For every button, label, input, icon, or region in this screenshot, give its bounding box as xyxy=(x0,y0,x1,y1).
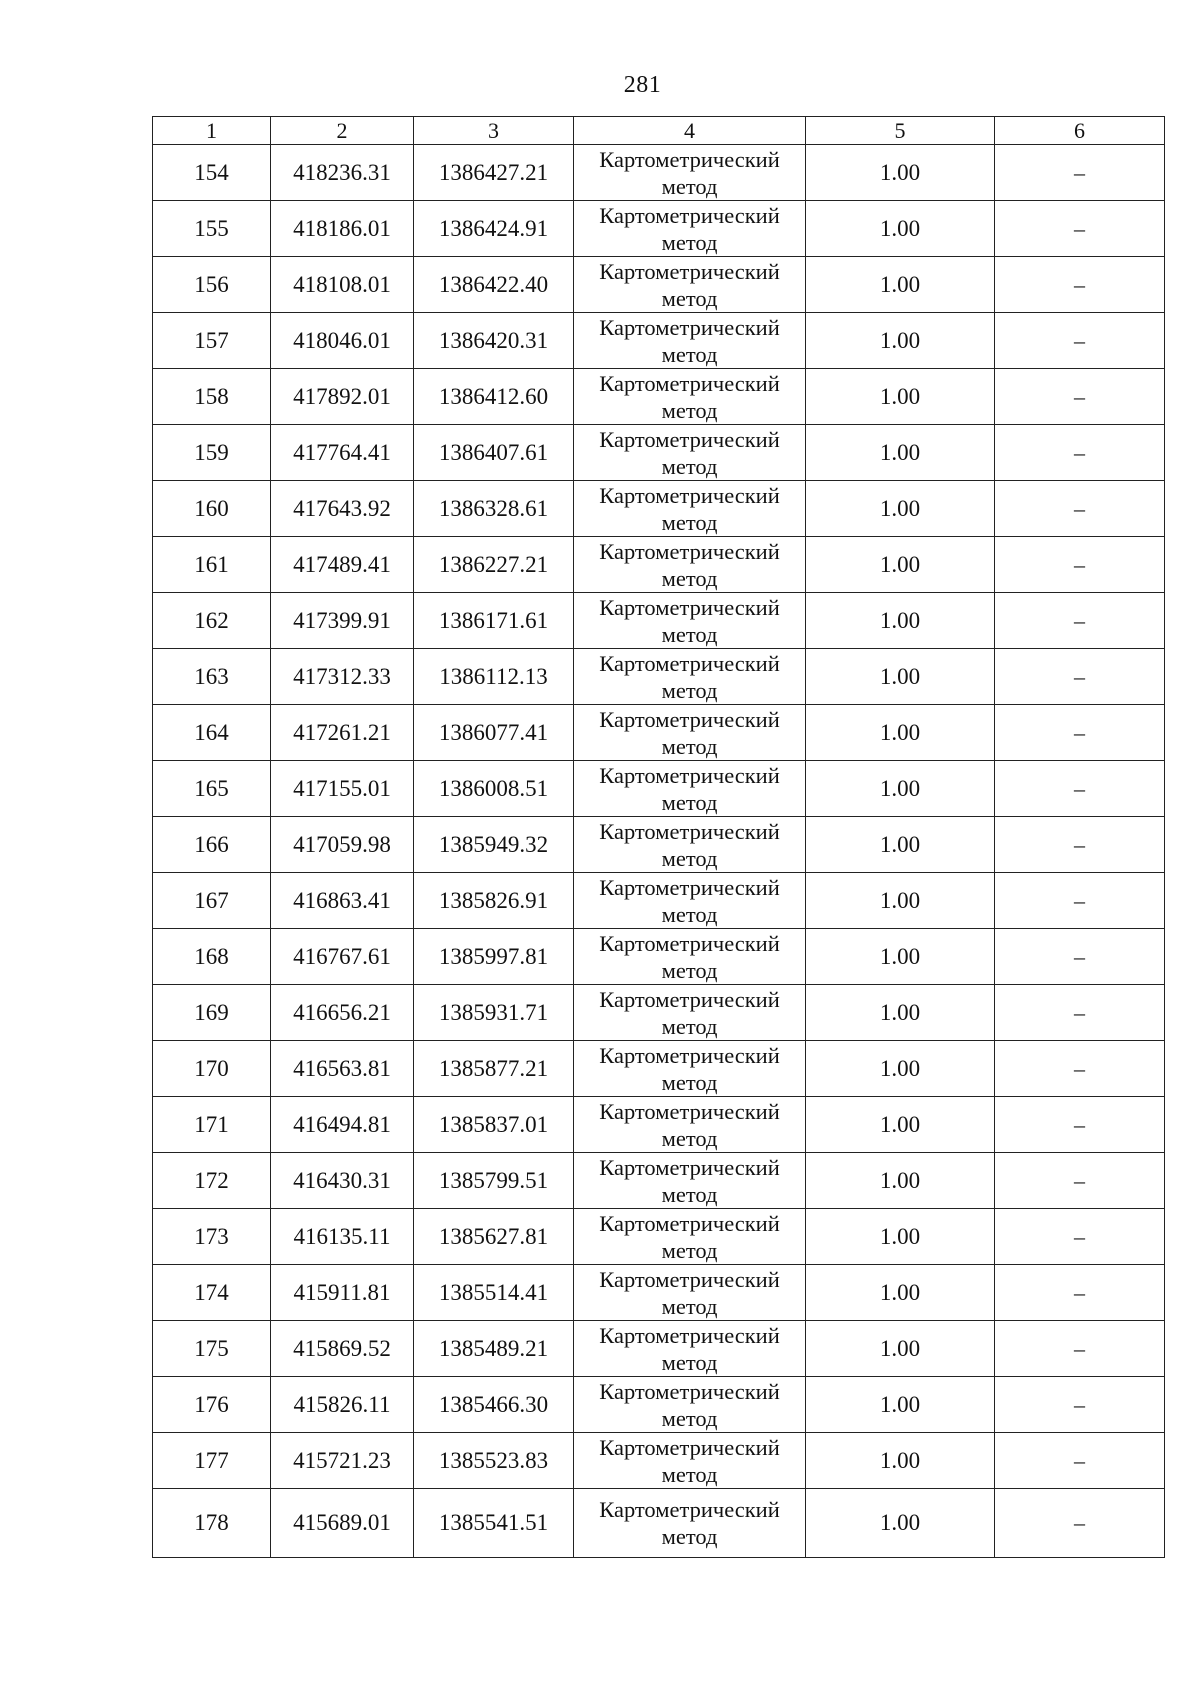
y-coordinate-cell: 1386422.40 xyxy=(414,257,574,313)
method-text-line1: Картометрический xyxy=(599,314,780,340)
point-number-cell: 154 xyxy=(153,145,271,201)
table-row xyxy=(153,1265,1165,1321)
x-coordinate-cell: 416656.21 xyxy=(271,985,414,1041)
method-cell xyxy=(574,145,806,201)
method-text-line1: Картометрический xyxy=(599,1266,780,1292)
accuracy-cell: 1.00 xyxy=(806,761,995,817)
point-number-cell: 163 xyxy=(153,649,271,705)
table-row xyxy=(153,201,1165,257)
accuracy-cell: 1.00 xyxy=(806,201,995,257)
method-cell xyxy=(574,313,806,369)
method-text-line2: метод xyxy=(661,1013,718,1039)
x-coordinate-cell: 417643.92 xyxy=(271,481,414,537)
method-text-line1: Картометрический xyxy=(599,1434,780,1460)
accuracy-cell: 1.00 xyxy=(806,1209,995,1265)
method-cell xyxy=(574,649,806,705)
x-coordinate-cell: 415721.23 xyxy=(271,1433,414,1489)
table-row xyxy=(153,873,1165,929)
method-text-line2: метод xyxy=(661,677,718,703)
point-number-cell: 177 xyxy=(153,1433,271,1489)
point-number-cell: 156 xyxy=(153,257,271,313)
accuracy-cell: 1.00 xyxy=(806,1153,995,1209)
table-row xyxy=(153,425,1165,481)
column-header: 4 xyxy=(574,117,806,145)
x-coordinate-cell: 416494.81 xyxy=(271,1097,414,1153)
note-cell: – xyxy=(995,929,1165,985)
x-coordinate-cell: 417892.01 xyxy=(271,369,414,425)
accuracy-cell: 1.00 xyxy=(806,1265,995,1321)
accuracy-cell: 1.00 xyxy=(806,817,995,873)
x-coordinate-cell: 417489.41 xyxy=(271,537,414,593)
note-cell: – xyxy=(995,985,1165,1041)
method-cell xyxy=(574,1097,806,1153)
point-number-cell: 167 xyxy=(153,873,271,929)
accuracy-cell: 1.00 xyxy=(806,145,995,201)
point-number-cell: 164 xyxy=(153,705,271,761)
method-cell xyxy=(574,1041,806,1097)
method-text-line1: Картометрический xyxy=(599,986,780,1012)
method-cell xyxy=(574,705,806,761)
x-coordinate-cell: 417312.33 xyxy=(271,649,414,705)
table-row xyxy=(153,1209,1165,1265)
note-cell: – xyxy=(995,369,1165,425)
x-coordinate-cell: 416563.81 xyxy=(271,1041,414,1097)
note-cell: – xyxy=(995,1041,1165,1097)
note-cell: – xyxy=(995,1377,1165,1433)
point-number-cell: 157 xyxy=(153,313,271,369)
column-header: 5 xyxy=(806,117,995,145)
accuracy-cell: 1.00 xyxy=(806,1377,995,1433)
table-row xyxy=(153,1321,1165,1377)
table-header-row xyxy=(153,117,1165,145)
method-text-line1: Картометрический xyxy=(599,1322,780,1348)
point-number-cell: 176 xyxy=(153,1377,271,1433)
method-text-line1: Картометрический xyxy=(599,258,780,284)
point-number-cell: 169 xyxy=(153,985,271,1041)
method-cell xyxy=(574,257,806,313)
method-cell xyxy=(574,201,806,257)
accuracy-cell: 1.00 xyxy=(806,481,995,537)
table-row xyxy=(153,1097,1165,1153)
x-coordinate-cell: 415689.01 xyxy=(271,1489,414,1558)
note-cell: – xyxy=(995,145,1165,201)
method-text-line1: Картометрический xyxy=(599,146,780,172)
point-number-cell: 159 xyxy=(153,425,271,481)
method-text-line1: Картометрический xyxy=(599,762,780,788)
method-text-line2: метод xyxy=(661,1524,718,1549)
table-row xyxy=(153,1377,1165,1433)
note-cell: – xyxy=(995,1489,1165,1558)
x-coordinate-cell: 415826.11 xyxy=(271,1377,414,1433)
column-header: 2 xyxy=(271,117,414,145)
table-row xyxy=(153,313,1165,369)
y-coordinate-cell: 1386424.91 xyxy=(414,201,574,257)
y-coordinate-cell: 1386420.31 xyxy=(414,313,574,369)
method-cell xyxy=(574,929,806,985)
y-coordinate-cell: 1385523.83 xyxy=(414,1433,574,1489)
x-coordinate-cell: 417399.91 xyxy=(271,593,414,649)
accuracy-cell: 1.00 xyxy=(806,593,995,649)
y-coordinate-cell: 1386008.51 xyxy=(414,761,574,817)
method-text-line2: метод xyxy=(661,1405,718,1431)
table-row xyxy=(153,537,1165,593)
method-text-line2: метод xyxy=(661,341,718,367)
table-row xyxy=(153,257,1165,313)
accuracy-cell: 1.00 xyxy=(806,985,995,1041)
method-text-line1: Картометрический xyxy=(599,650,780,676)
note-cell: – xyxy=(995,313,1165,369)
y-coordinate-cell: 1386407.61 xyxy=(414,425,574,481)
method-cell xyxy=(574,985,806,1041)
accuracy-cell: 1.00 xyxy=(806,425,995,481)
accuracy-cell: 1.00 xyxy=(806,1041,995,1097)
method-cell xyxy=(574,1377,806,1433)
method-text-line2: метод xyxy=(661,733,718,759)
note-cell: – xyxy=(995,593,1165,649)
method-text-line2: метод xyxy=(661,1349,718,1375)
point-number-cell: 166 xyxy=(153,817,271,873)
table-row xyxy=(153,1489,1165,1558)
method-cell xyxy=(574,1153,806,1209)
method-text-line1: Картометрический xyxy=(599,370,780,396)
note-cell: – xyxy=(995,257,1165,313)
point-number-cell: 174 xyxy=(153,1265,271,1321)
y-coordinate-cell: 1385949.32 xyxy=(414,817,574,873)
method-text-line2: метод xyxy=(661,229,718,255)
note-cell: – xyxy=(995,649,1165,705)
y-coordinate-cell: 1385541.51 xyxy=(414,1489,574,1558)
table-row xyxy=(153,705,1165,761)
table-row xyxy=(153,1153,1165,1209)
point-number-cell: 175 xyxy=(153,1321,271,1377)
y-coordinate-cell: 1386328.61 xyxy=(414,481,574,537)
method-cell xyxy=(574,1265,806,1321)
y-coordinate-cell: 1385931.71 xyxy=(414,985,574,1041)
coordinates-table xyxy=(152,116,1165,1558)
table-row xyxy=(153,761,1165,817)
table-row xyxy=(153,145,1165,201)
method-text-line1: Картометрический xyxy=(599,818,780,844)
method-text-line1: Картометрический xyxy=(599,930,780,956)
point-number-cell: 161 xyxy=(153,537,271,593)
method-text-line2: метод xyxy=(661,1461,718,1487)
accuracy-cell: 1.00 xyxy=(806,1489,995,1558)
y-coordinate-cell: 1386227.21 xyxy=(414,537,574,593)
note-cell: – xyxy=(995,425,1165,481)
table-row xyxy=(153,481,1165,537)
accuracy-cell: 1.00 xyxy=(806,1097,995,1153)
note-cell: – xyxy=(995,1097,1165,1153)
point-number-cell: 162 xyxy=(153,593,271,649)
point-number-cell: 158 xyxy=(153,369,271,425)
y-coordinate-cell: 1386112.13 xyxy=(414,649,574,705)
note-cell: – xyxy=(995,1265,1165,1321)
table-row xyxy=(153,929,1165,985)
method-text-line2: метод xyxy=(661,397,718,423)
method-text-line1: Картометрический xyxy=(599,426,780,452)
note-cell: – xyxy=(995,201,1165,257)
y-coordinate-cell: 1386077.41 xyxy=(414,705,574,761)
y-coordinate-cell: 1385489.21 xyxy=(414,1321,574,1377)
x-coordinate-cell: 415869.52 xyxy=(271,1321,414,1377)
note-cell: – xyxy=(995,705,1165,761)
x-coordinate-cell: 418046.01 xyxy=(271,313,414,369)
accuracy-cell: 1.00 xyxy=(806,649,995,705)
y-coordinate-cell: 1385997.81 xyxy=(414,929,574,985)
method-text-line2: метод xyxy=(661,621,718,647)
method-text-line1: Картометрический xyxy=(599,1210,780,1236)
column-header: 3 xyxy=(414,117,574,145)
method-text-line1: Картометрический xyxy=(599,1497,780,1522)
point-number-cell: 171 xyxy=(153,1097,271,1153)
method-cell xyxy=(574,425,806,481)
accuracy-cell: 1.00 xyxy=(806,313,995,369)
x-coordinate-cell: 418108.01 xyxy=(271,257,414,313)
accuracy-cell: 1.00 xyxy=(806,705,995,761)
method-text-line2: метод xyxy=(661,845,718,871)
x-coordinate-cell: 417059.98 xyxy=(271,817,414,873)
x-coordinate-cell: 416430.31 xyxy=(271,1153,414,1209)
method-text-line2: метод xyxy=(661,565,718,591)
table-row xyxy=(153,1041,1165,1097)
method-text-line1: Картометрический xyxy=(599,482,780,508)
point-number-cell: 172 xyxy=(153,1153,271,1209)
method-cell xyxy=(574,873,806,929)
note-cell: – xyxy=(995,1321,1165,1377)
x-coordinate-cell: 416767.61 xyxy=(271,929,414,985)
y-coordinate-cell: 1385627.81 xyxy=(414,1209,574,1265)
x-coordinate-cell: 417764.41 xyxy=(271,425,414,481)
accuracy-cell: 1.00 xyxy=(806,257,995,313)
point-number-cell: 155 xyxy=(153,201,271,257)
table-body xyxy=(153,145,1165,1558)
y-coordinate-cell: 1385826.91 xyxy=(414,873,574,929)
point-number-cell: 165 xyxy=(153,761,271,817)
note-cell: – xyxy=(995,817,1165,873)
method-text-line2: метод xyxy=(661,901,718,927)
accuracy-cell: 1.00 xyxy=(806,929,995,985)
accuracy-cell: 1.00 xyxy=(806,537,995,593)
table-row xyxy=(153,1433,1165,1489)
note-cell: – xyxy=(995,481,1165,537)
method-text-line2: метод xyxy=(661,957,718,983)
point-number-cell: 170 xyxy=(153,1041,271,1097)
method-cell xyxy=(574,817,806,873)
y-coordinate-cell: 1386427.21 xyxy=(414,145,574,201)
accuracy-cell: 1.00 xyxy=(806,369,995,425)
table-row xyxy=(153,817,1165,873)
y-coordinate-cell: 1385514.41 xyxy=(414,1265,574,1321)
note-cell: – xyxy=(995,873,1165,929)
table-row xyxy=(153,369,1165,425)
x-coordinate-cell: 416863.41 xyxy=(271,873,414,929)
method-text-line2: метод xyxy=(661,453,718,479)
method-text-line2: метод xyxy=(661,1237,718,1263)
x-coordinate-cell: 415911.81 xyxy=(271,1265,414,1321)
accuracy-cell: 1.00 xyxy=(806,873,995,929)
note-cell: – xyxy=(995,537,1165,593)
y-coordinate-cell: 1386412.60 xyxy=(414,369,574,425)
column-header: 6 xyxy=(995,117,1165,145)
method-text-line2: метод xyxy=(661,509,718,535)
x-coordinate-cell: 417155.01 xyxy=(271,761,414,817)
point-number-cell: 178 xyxy=(153,1489,271,1558)
method-text-line2: метод xyxy=(661,1293,718,1319)
x-coordinate-cell: 417261.21 xyxy=(271,705,414,761)
point-number-cell: 168 xyxy=(153,929,271,985)
accuracy-cell: 1.00 xyxy=(806,1321,995,1377)
method-cell xyxy=(574,593,806,649)
method-text-line1: Картометрический xyxy=(599,874,780,900)
y-coordinate-cell: 1385837.01 xyxy=(414,1097,574,1153)
y-coordinate-cell: 1386171.61 xyxy=(414,593,574,649)
x-coordinate-cell: 416135.11 xyxy=(271,1209,414,1265)
note-cell: – xyxy=(995,1153,1165,1209)
method-text-line2: метод xyxy=(661,173,718,199)
method-text-line2: метод xyxy=(661,1181,718,1207)
method-cell xyxy=(574,1433,806,1489)
accuracy-cell: 1.00 xyxy=(806,1433,995,1489)
table-row xyxy=(153,985,1165,1041)
x-coordinate-cell: 418186.01 xyxy=(271,201,414,257)
page-number: 281 xyxy=(623,72,662,98)
method-text-line1: Картометрический xyxy=(599,594,780,620)
note-cell: – xyxy=(995,1209,1165,1265)
note-cell: – xyxy=(995,1433,1165,1489)
method-text-line1: Картометрический xyxy=(599,202,780,228)
table-row xyxy=(153,593,1165,649)
method-text-line2: метод xyxy=(661,285,718,311)
point-number-cell: 173 xyxy=(153,1209,271,1265)
method-cell xyxy=(574,537,806,593)
method-text-line1: Картометрический xyxy=(599,1378,780,1404)
method-text-line2: метод xyxy=(661,1069,718,1095)
method-cell xyxy=(574,761,806,817)
method-cell xyxy=(574,1209,806,1265)
method-text-line1: Картометрический xyxy=(599,1042,780,1068)
y-coordinate-cell: 1385799.51 xyxy=(414,1153,574,1209)
y-coordinate-cell: 1385466.30 xyxy=(414,1377,574,1433)
method-text-line1: Картометрический xyxy=(599,538,780,564)
method-cell xyxy=(574,1321,806,1377)
method-text-line1: Картометрический xyxy=(599,1098,780,1124)
note-cell: – xyxy=(995,761,1165,817)
method-text-line1: Картометрический xyxy=(599,1154,780,1180)
method-text-line2: метод xyxy=(661,789,718,815)
method-cell xyxy=(574,1489,806,1558)
point-number-cell: 160 xyxy=(153,481,271,537)
y-coordinate-cell: 1385877.21 xyxy=(414,1041,574,1097)
x-coordinate-cell: 418236.31 xyxy=(271,145,414,201)
method-cell xyxy=(574,369,806,425)
method-text-line1: Картометрический xyxy=(599,706,780,732)
table-row xyxy=(153,649,1165,705)
column-header: 1 xyxy=(153,117,271,145)
method-cell xyxy=(574,481,806,537)
method-text-line2: метод xyxy=(661,1125,718,1151)
